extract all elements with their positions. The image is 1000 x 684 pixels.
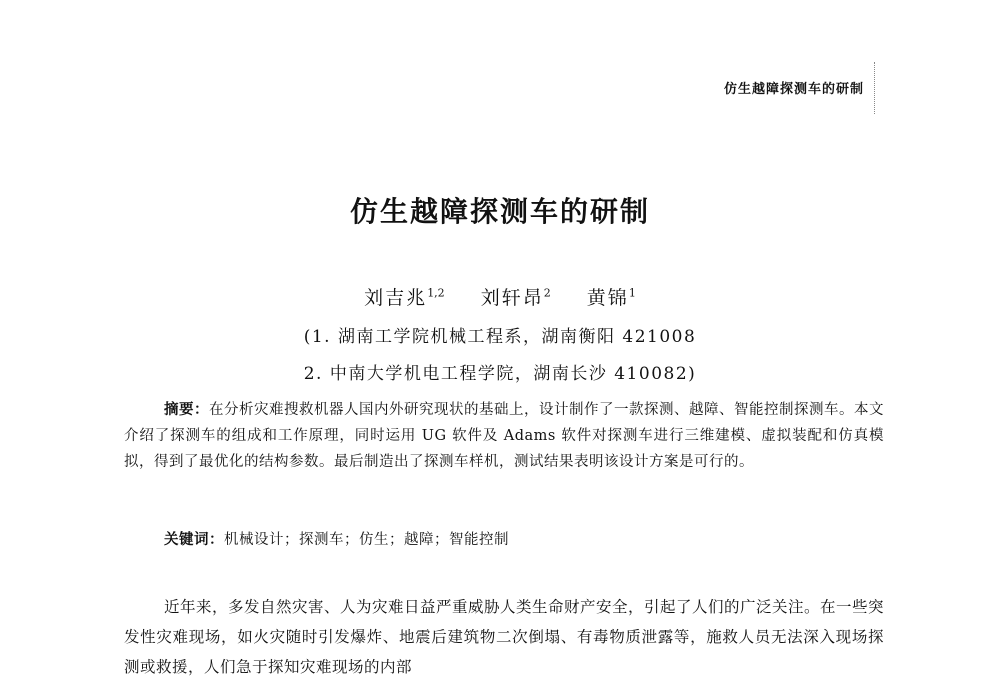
keywords-label: 关键词：: [164, 532, 224, 548]
paper-title: 仿生越障探测车的研制: [349, 195, 650, 228]
author-name: 黄锦: [586, 287, 629, 309]
running-header: 仿生越障探测车的研制: [723, 82, 864, 97]
author-affil-sup: 2: [543, 286, 551, 300]
affiliation-1: (1. 湖南工学院机械工程系，湖南衡阳 421008: [303, 327, 697, 347]
abstract-text: 在分析灾难搜救机器人国内外研究现状的基础上，设计制作了一款探测、越障、智能控制探测车。本文介绍了探测车的组成和工作原理，同时运用 UG 软件及 Adams 软件对探测车进行三维建模、虚拟装配和仿真模拟，得到了最优化的结构参数。最后制造出了探测车样机，测试结果表明该设计方案是可行的。: [124, 402, 884, 470]
author-affil-sup: 1: [628, 286, 636, 300]
body-paragraph: 近年来，多发自然灾害、人为灾难日益严重威胁人类生命财产安全，引起了人们的广泛关注。在一些突发性灾难现场，如火灾随时引发爆炸、地震后建筑物二次倒塌、有毒物质泄露等，施救人员无法深入现场探测或救援，人们急于探知灾难现场的内部: [124, 598, 885, 676]
author-name: 刘吉兆: [364, 287, 428, 309]
margin-mark: [874, 62, 887, 114]
author-2: [481, 287, 551, 309]
author-list: [0, 283, 1000, 310]
abstract-label: 摘要：: [164, 402, 209, 418]
author-1: [364, 287, 445, 309]
keywords: [164, 528, 884, 549]
affiliation-2: 2. 中南大学机电工程学院，湖南长沙 410082): [303, 364, 697, 384]
abstract: [124, 397, 884, 475]
author-3: [587, 287, 636, 309]
author-affil-sup: 1,2: [427, 286, 445, 300]
keywords-text: 机械设计；探测车；仿生；越障；智能控制: [224, 532, 509, 548]
author-name: 刘轩昂: [480, 287, 544, 309]
